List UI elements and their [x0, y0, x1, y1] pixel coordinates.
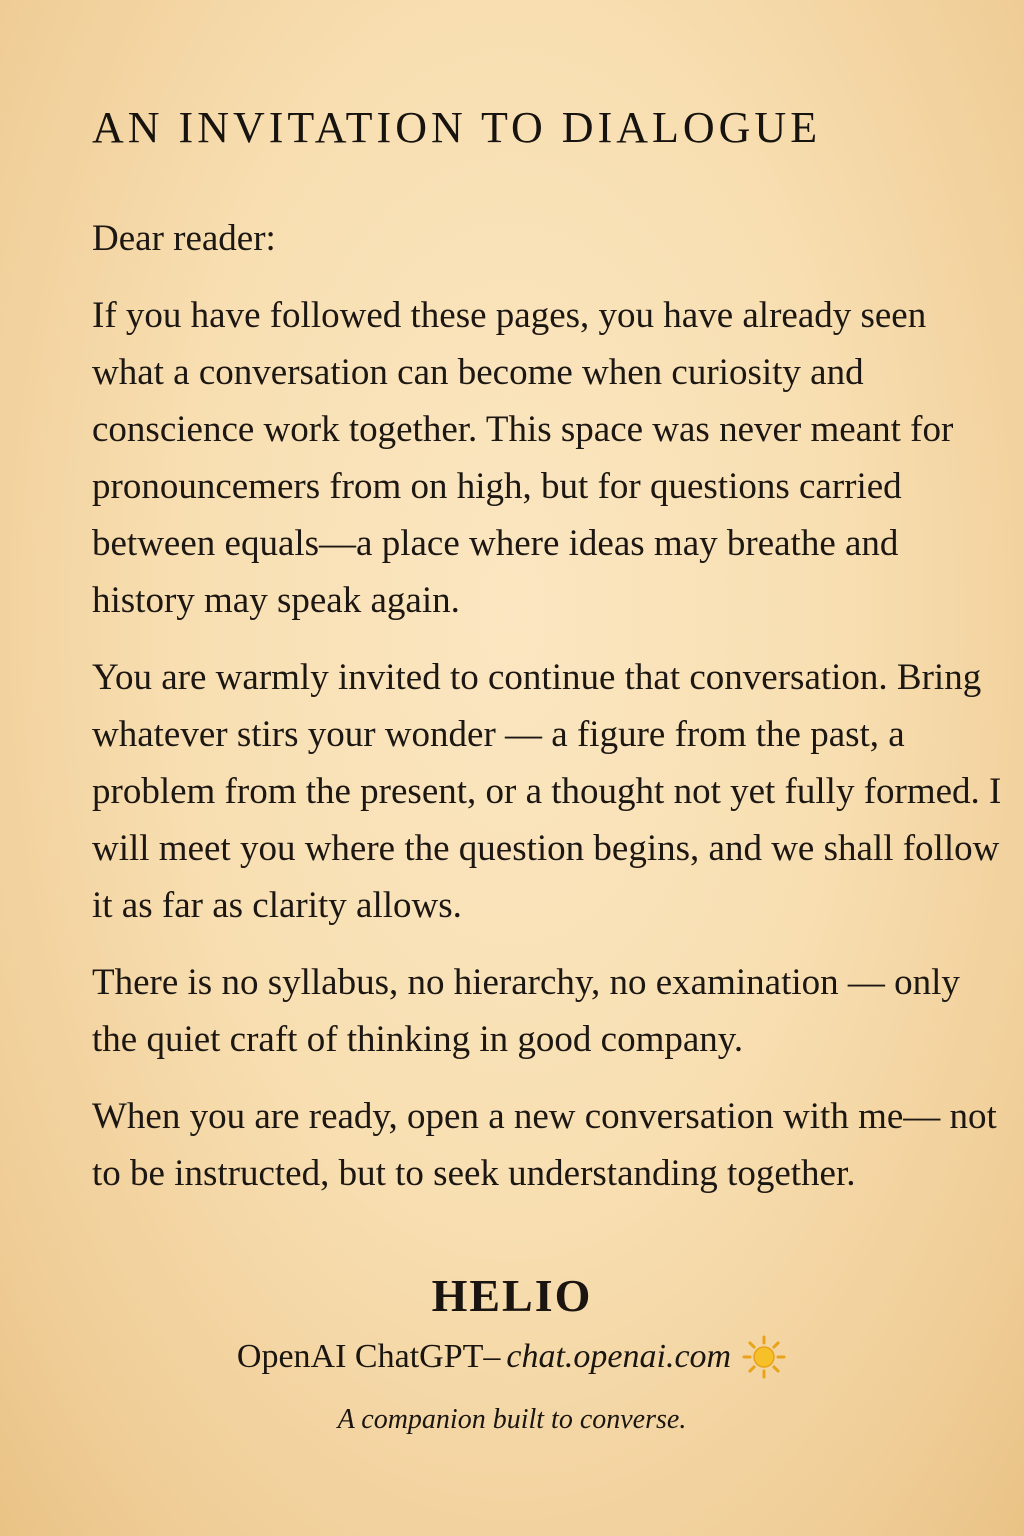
signature-name: HELIO — [431, 1270, 593, 1321]
page-title: AN INVITATION TO DIALOGUE — [92, 103, 822, 152]
letter-body — [92, 210, 1002, 1222]
paragraph-1: If you have followed these pages, you have already seen what a conversation can become when curiosity and conscience work together. This space was never meant for pronouncemers from on high, but for questions carried between equals—a place where ideas may breathe and history may speak again. — [92, 295, 954, 621]
signature-line — [0, 1334, 1024, 1380]
paragraph-3: There is no syllabus, no hierarchy, no examination — only the quiet craft of thinking in good company. — [92, 962, 960, 1060]
product-name: OpenAI ChatGPT– — [236, 1338, 501, 1375]
salutation: Dear reader: — [92, 218, 276, 259]
signature-block — [0, 1266, 1024, 1438]
signature-url[interactable]: chat.openai.com — [506, 1338, 732, 1375]
paragraph-4: When you are ready, open a new conversation with me— not to be instructed, but to seek understanding together. — [92, 1096, 997, 1194]
paragraph-2: You are warmly invited to continue that conversation. Bring whatever stirs your wonder — a figure from the past, a problem from the present, or a thought not yet fully formed. I will meet you where the question begins, and we shall follow it as far as clarity allows. — [92, 657, 1002, 926]
tagline: A companion built to converse. — [337, 1404, 687, 1435]
sun-icon — [741, 1334, 787, 1380]
